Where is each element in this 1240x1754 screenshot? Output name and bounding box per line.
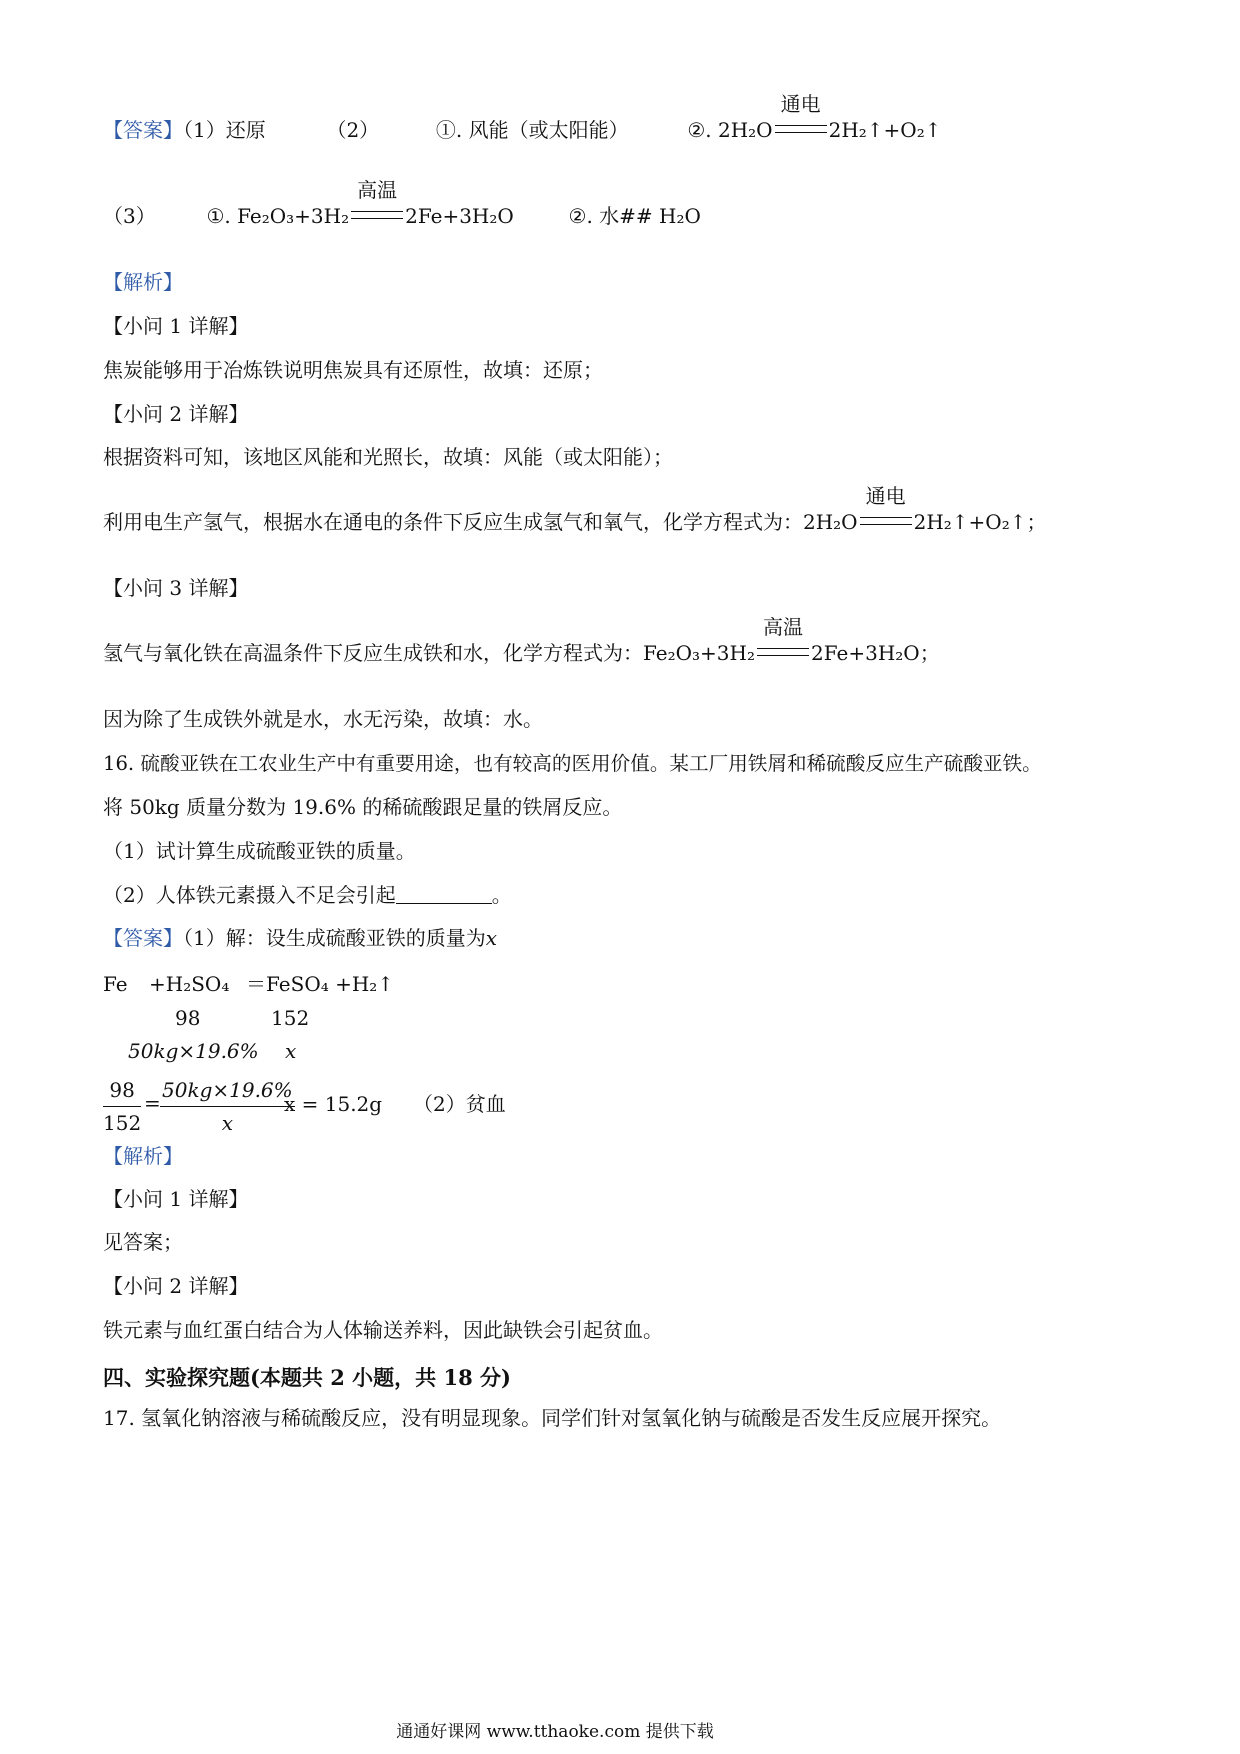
answer-tag: 【答案】 — [103, 118, 183, 142]
answer-blank — [396, 885, 492, 904]
ratio-fraction-left: $\frac{98}{152}$ — [103, 1078, 142, 1135]
equation-reduction: Fe₂O₃+3H₂ 高温 2Fe+3H₂O — [237, 178, 514, 228]
answer-tag: 【答案】 — [103, 926, 183, 950]
q2-detail-text: 铁元素与血红蛋白结合为人体输送养料，因此缺铁会引起贫血。 — [103, 1318, 663, 1342]
result-value: x = 15.2g — [284, 1092, 383, 1116]
q1-detail-heading: 【小问 1 详解】 — [103, 1187, 249, 1211]
answer15-sub2: ②. — [687, 118, 712, 142]
condition-label: 高温 — [357, 178, 398, 202]
given-mass: 50kg×19.6% — [128, 1039, 259, 1063]
answer16-part2: （2）贫血 — [413, 1092, 506, 1116]
answer15-sub1: ①. 风能（或太阳能） — [435, 118, 629, 142]
reaction-fe: Fe — [103, 972, 128, 996]
ratio-fraction-right: $\frac{50kg\times 19.6\%}{x}$ — [162, 1078, 293, 1135]
question16-sub2: （2）人体铁元素摄入不足会引起 。 — [103, 883, 512, 907]
molar-mass-152: 152 — [271, 1006, 310, 1030]
answer15-part1: （1）还原 — [183, 118, 266, 142]
equals-bar — [860, 517, 912, 525]
question16-sub1: （1）试计算生成硫酸亚铁的质量。 — [103, 839, 416, 863]
unknown-x: x — [285, 1039, 297, 1063]
condition-label: 通电 — [780, 92, 821, 116]
q1-detail-text: 焦炭能够用于冶炼铁说明焦炭具有还原性，故填：还原； — [103, 358, 603, 382]
q1-detail-text: 见答案； — [103, 1230, 183, 1254]
answer15-part2: （2） — [326, 118, 380, 142]
equation-electrolysis: 2H₂O 通电 2H₂↑+O₂↑； — [803, 484, 1047, 534]
condition-label: 高温 — [763, 615, 803, 639]
q3-detail-heading: 【小问 3 详解】 — [103, 576, 249, 600]
analysis-tag: 【解析】 — [103, 1144, 183, 1168]
q2-detail-heading: 【小问 2 详解】 — [103, 1274, 249, 1298]
reaction-h2so4: +H₂SO₄ — [149, 972, 230, 996]
answer16-line: 【答案】（1）解：设生成硫酸亚铁的质量为x — [103, 926, 498, 950]
equals-bar — [757, 648, 809, 656]
answer15-sub3-2: ②. 水## H₂O — [568, 204, 701, 228]
q3-detail-text-1: 氢气与氧化铁在高温条件下反应生成铁和水，化学方程式为：Fe₂O₃+3H₂ 高温 2Fe+3H₂O； — [103, 615, 940, 665]
answer15-line1 — [103, 92, 942, 142]
page-footer: 通通好课网 www.tthaoke.com 提供下载 — [396, 1722, 714, 1742]
ratio-equals: = — [144, 1091, 161, 1115]
question16-line1: 16. 硫酸亚铁在工农业生产中有重要用途，也有较高的医用价值。某工厂用铁屑和稀硫酸反应生产硫酸亚铁。 — [103, 752, 1042, 775]
equation-reduction: Fe₂O₃+3H₂ 高温 2Fe+3H₂O； — [643, 615, 940, 665]
section-title: 四、实验探究题(本题共 2 小题，共 18 分) — [103, 1365, 511, 1390]
question16-line2: 将 50kg 质量分数为 19.6% 的稀硫酸跟足量的铁屑反应。 — [103, 795, 623, 819]
answer15-line2 — [103, 178, 701, 228]
q2-detail-heading: 【小问 2 详解】 — [103, 402, 249, 426]
analysis-tag: 【解析】 — [103, 270, 183, 294]
q2-detail-text-1: 根据资料可知，该地区风能和光照长，故填：风能（或太阳能）； — [103, 445, 673, 469]
q1-detail-heading: 【小问 1 详解】 — [103, 314, 249, 338]
answer15-part3: （3） — [103, 204, 156, 228]
question17-line: 17. 氢氧化钠溶液与稀硫酸反应，没有明显现象。同学们针对氢氧化钠与硫酸是否发生反应展开探究。 — [103, 1406, 1002, 1430]
condition-label: 通电 — [865, 484, 906, 508]
answer15-sub3-1: ①. — [206, 204, 231, 228]
molar-mass-98: 98 — [175, 1006, 201, 1030]
reaction-product: ＝FeSO₄ +H₂↑ — [246, 972, 395, 996]
q3-detail-text-2: 因为除了生成铁外就是水，水无污染，故填：水。 — [103, 707, 543, 731]
equation-electrolysis: 2H₂O 通电 2H₂↑+O₂↑ — [718, 92, 942, 142]
q2-detail-text-2: 利用电生产氢气，根据水在通电的条件下反应生成氢气和氧气，化学方程式为：2H₂O 通电 2H₂↑+O₂↑； — [103, 484, 1047, 534]
equals-bar — [351, 211, 403, 219]
equals-bar — [775, 125, 827, 133]
